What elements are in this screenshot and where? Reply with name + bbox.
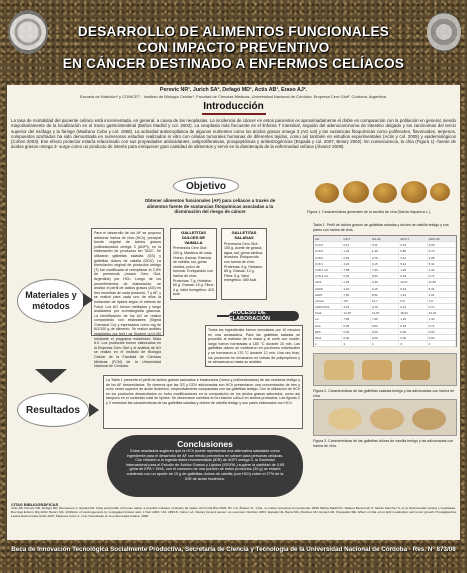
table-cell: 14,97 bbox=[371, 310, 399, 315]
table-cell: 2,05 bbox=[428, 242, 456, 247]
table-cell: 12,7 bbox=[371, 298, 399, 303]
down-arrow-icon bbox=[35, 369, 67, 383]
table-cell: 0,62 bbox=[371, 323, 399, 328]
recipe-saladas-title: GALLETITAS SALADAS bbox=[231, 230, 257, 240]
table-cell: 7,85 bbox=[342, 316, 370, 321]
table-cell: 3,70 bbox=[371, 304, 399, 309]
table-row-label: Total bbox=[314, 310, 342, 315]
affiliations: Escuela de Nutrición¹ y CONICET · Instituto de Biología Celular¹, Facultad de Ciencias Médicas, Universidad Nacional de Córdoba. Empresa Cero Glut². Córdoba. Argentina. bbox=[79, 94, 388, 99]
resultados-oval bbox=[17, 393, 89, 427]
table-cell: 6,70 bbox=[428, 248, 456, 253]
table-cell: 4,20 bbox=[342, 286, 370, 291]
citas-body: Actis AB, Perovic NR, Defagó MD, Beccacece C, Eynard AR. Fatty acid profile of human saliva: a possible indicator of dietary fat intake. Arch Oral Biol 2005; 50: 1-6. Álvarez JL. Chía, un cultivo ancestral con potencial. 2008. Baños Madrid R, Salama Benerroch H, Morán Sánchez S, et al. Enfermedad celíaca y neoplasias. Rev Esp Enferm Dig 2002. Belury MA. Inhibition of carcinogenesis by conjugated linoleic acid. J Nutr 2002; 132: 2995-8. Cohen LA. Dietary fat and cancer: an overview. Nutrition 2003. Espada CE, Berra MA, Martinez MJ, Eynard AR, Pasqualini ME. Effect of chia oil on lipid metabolism and tumor growth. Prostaglandins Leukot Essent Fatty Acids 2007. Madrano Cobo A, et al. Neoplasias en la enfermedad celíaca. 1998. bbox=[11, 506, 456, 518]
recipe-card-saladas bbox=[221, 228, 267, 300]
poster-title-line-1: DESARROLLO DE ALIMENTOS FUNCIONALES bbox=[77, 24, 390, 39]
recipe-vainilla-title: GALLETITAS DULCES DE VAINILLA bbox=[181, 230, 206, 245]
chia-seeds-figure bbox=[307, 177, 454, 209]
table-cell: 7,90 bbox=[371, 316, 399, 321]
table-cell: 1,8 bbox=[428, 298, 456, 303]
table-cell: 1,40 bbox=[371, 248, 399, 253]
table-cell: GS-AF bbox=[371, 236, 399, 241]
table-cell: 8,52 bbox=[371, 292, 399, 297]
conclusiones-heading: Conclusiones bbox=[177, 439, 233, 449]
table-cell: 0,00 bbox=[342, 335, 370, 340]
table-cell: 0,11 bbox=[371, 242, 399, 247]
table-cell: GS-T bbox=[342, 236, 370, 241]
table-cell: 0,05 bbox=[342, 273, 370, 278]
table-cell: 0,79 bbox=[371, 255, 399, 260]
table-cell: 0,00 bbox=[371, 329, 399, 334]
intro-heading: Introducción bbox=[203, 101, 264, 112]
table-cell: 2,30 bbox=[371, 279, 399, 284]
materiales-text-box bbox=[91, 228, 164, 369]
table-cell: 5,44 bbox=[399, 286, 427, 291]
poster-content-panel bbox=[7, 85, 460, 540]
intro-underline bbox=[202, 113, 266, 115]
table-cell: 3 bbox=[428, 341, 456, 346]
table-cell: 0,00 bbox=[342, 329, 370, 334]
table-cell: 1,43 bbox=[399, 292, 427, 297]
objetivo-body: Obtener alimentos funcionales (AF) para celíacos a través de alimentos fuente de sustancias fitoquímicas asociadas a la disminución del riesgo de cáncer bbox=[144, 198, 276, 214]
table-row-label: C18:1 bbox=[314, 261, 342, 266]
table-cell: 2,25 bbox=[342, 279, 370, 284]
recipe-saladas-body: Premezcla Cero Glut: 100 g. Aceite de girasol, agua, sal, goma xántica, levadura. Enriquecido con harina de chía: Proteínas: 6 g. Hidratos: 65 g. Grasas: 12 g. Fibra: 5 g. Valor energético: 380 kcal. bbox=[224, 241, 263, 283]
table-cell: 6,85 bbox=[399, 248, 427, 253]
table-row bbox=[314, 341, 456, 347]
table-row-label: C18:3 ω3 bbox=[314, 273, 342, 278]
table-cell: 1,25 bbox=[399, 267, 427, 272]
table-row-label: AG bbox=[314, 236, 342, 241]
fatty-acid-table bbox=[313, 235, 457, 347]
table-cell: 1,25 bbox=[399, 316, 427, 321]
table-cell: 0,12 bbox=[342, 242, 370, 247]
table-cell: 0,00 bbox=[399, 329, 427, 334]
proceso-text-box bbox=[205, 325, 303, 367]
resultados-arrow-icon bbox=[89, 403, 99, 417]
table-row-label: ω6/ω3 bbox=[314, 298, 342, 303]
table-cell: 5,31 bbox=[428, 261, 456, 266]
conclusiones-body: Estos resultados sugieren que la HCh puede representar una alternativa saludable como ingrediente para el desarrollo de AF con efecto preventivo en cáncer para personas celíacas. Con relación a la ingesta diaria recomendada (IDR) de AGPI omega 3, la Sociedad Internacional para el Estudio de Ácidos Grasos y Lípidos (ISSFAL) sugiere la cantidad de 0,65 g/día de EPA + DHA, con el consumo de una porción de estos productos (30 g) se estaría cubriendo con un aporte de 10 g de galletitas dulces de vainilla (con HCh) cubre el 27% de la IDR de ácido linolénico. bbox=[125, 449, 285, 481]
table-cell: 3 bbox=[342, 341, 370, 346]
table-cell: 18,94 bbox=[399, 310, 427, 315]
table-cell: 0,81 bbox=[342, 255, 370, 260]
table-cell: 0,00 bbox=[428, 329, 456, 334]
table-cell: 3,08 bbox=[428, 255, 456, 260]
table-cell: 3 bbox=[371, 341, 399, 346]
table-cell: 3,51 bbox=[342, 304, 370, 309]
table-cell: 2,01 bbox=[428, 292, 456, 297]
table-cell: 7,90 bbox=[371, 267, 399, 272]
table-cell: 0,05 bbox=[342, 323, 370, 328]
fig3-caption: Figura 3. Características de las galletitas dulces de vainilla testigo y las adicionadas con harina de chía. bbox=[313, 439, 454, 448]
materiales-arrow-icon bbox=[83, 293, 93, 307]
figure2-photo bbox=[313, 353, 457, 386]
authors: Perovic NR¹, Jurich SA², Defagó MD¹, Actis AB¹, Eraso AJ². bbox=[159, 87, 308, 93]
materiales-body: Para el desarrollo de los AF se propuso adicionar harina de chía (HCh), principal fuente vegetal de ácidos grasos poliinsaturados omega 3 (AGPI), en la elaboración de productos sin TACC. Se utilizaron galletitas saladas (GS) y galletitas dulces de vainilla (GDV). La formulación original de productos testigo (T) fue modificada al reemplazar el 2,5% de premezcla (marca Cero Glut, Argentina) por HCh. Luego de los procedimientos de elaboración, se analizó el perfil de ácidos grasos (AG) en tres muestras de cada producto, T y AF, y se realizó para cada uno de ellos la extracción de lípidos según el método de Folch. Los AG fueron metilados y luego analizados por cromatografía gaseosa. La identificación de los AG se realizó comparando con estándares (Sigma Chemical Co) y expresados como mg de AG/100 g de alimento. Se realizó análisis estadístico por test t de Student (p<0,05) mediante el programa estadístico Stata 8.0. Los productos fueron elaborados en la Empresa Cero Glut y el análisis de AG se realizó en el Instituto de Biología Celular de la Facultad de Ciencias Médicas (FCM) de la Universidad Nacional de Córdoba. bbox=[94, 231, 161, 369]
table-cell: 2,10 bbox=[399, 242, 427, 247]
conclusiones-box bbox=[107, 435, 303, 497]
table-row-label: C16:0 bbox=[314, 248, 342, 253]
table-cell: 0,12 bbox=[399, 304, 427, 309]
table-cell: 0,17 bbox=[428, 304, 456, 309]
table-row-label: n bbox=[314, 341, 342, 346]
table-cell: 1,32 bbox=[342, 248, 370, 253]
table-cell: 0,18 bbox=[399, 323, 427, 328]
table1-caption: Tabla 1. Perfil de ácidos grasos de galletitas saladas y dulces de vainilla testigo y sus pares con harina de chía. bbox=[313, 223, 449, 232]
proceso-badge: PROCESO DE ELABORACIÓN bbox=[229, 311, 299, 321]
table-cell: 5,31 bbox=[428, 286, 456, 291]
table-cell: 7,85 bbox=[342, 267, 370, 272]
table-cell: 11,83 bbox=[428, 279, 456, 284]
footer: Beca de Innovación Tecnológica Socialmente Productiva, Secretaría de Ciencia y Tecnología de la Universidad Nacional de Córdoba · Res. N° 873/08 bbox=[11, 546, 456, 553]
table-cell: 4,15 bbox=[371, 261, 399, 266]
table-cell: 1,30 bbox=[428, 267, 456, 272]
objetivo-heading: Objetivo bbox=[173, 177, 239, 195]
table-row-label: AGS bbox=[314, 279, 342, 284]
resultados-label: Resultados bbox=[26, 404, 80, 416]
table-cell: 0,71 bbox=[428, 273, 456, 278]
table-cell: 0,00 bbox=[428, 335, 456, 340]
table-row-label: ALA bbox=[314, 323, 342, 328]
table-cell: 3 bbox=[399, 341, 427, 346]
recipe-card-vainilla bbox=[170, 228, 217, 300]
table-cell: 4,20 bbox=[342, 261, 370, 266]
table-row-label: C18:2 ω6 bbox=[314, 267, 342, 272]
table-cell: GDV-T bbox=[399, 236, 427, 241]
table-row-label: LA bbox=[314, 316, 342, 321]
table-row-label: AGMI bbox=[314, 286, 342, 291]
materiales-oval bbox=[17, 279, 85, 323]
poster-title-line-3: EN CÁNCER DESTINADO A ENFERMOS CELÍACOS bbox=[62, 56, 405, 71]
table-cell: 157 bbox=[342, 298, 370, 303]
table-row-label: C14:0 bbox=[314, 242, 342, 247]
proceso-body: Todos los ingredientes fueron mezclados por 10 minutos en una amasadora. Para las galletitas saladas se procedió al estirado de la masa y al corte con molde; luego fueron horneadas a 180 °C durante 15 min. Las galletitas dulces se moldearon en porciones individuales y se hornearon a 170 °C durante 12 min. Una vez frías, los productos se envasaron en bolsas de polipropileno y se almacenaron hasta su análisis. bbox=[208, 328, 300, 365]
recipe-vainilla-body: Premezcla Cero Glut: 100 g. Manteca de vaca, Huevo, Azúcar, Esencia de vainilla, sal, goma xántica, polvo de hornear. Enriquecido con harina de chía: Proteínas: 7 g. Hidratos: 60 g. Grasas: 15 g. Fibra: 4 g. Valor energético: 415 kcal. bbox=[173, 246, 214, 297]
table-cell: 0,00 bbox=[399, 335, 427, 340]
table-row-label: C18:0 bbox=[314, 255, 342, 260]
fig2-caption: Figura 2. Características de las galletitas saladas testigo y las adicionadas con harina de chía. bbox=[313, 389, 455, 398]
resultados-body: La Tabla 1 presenta el perfil de ácidos grasos saturados e insaturados (mono y poliinsaturados) de las muestras testigo y de los AF desarrollados. Se observa que las GS y GDV adicionadas con HCh presentaron una concentración de tres y ocho veces superior de ácido linolénico, respectivamente comparadas con las galletitas testigo. Con la utilización de HCh en los productos desarrollados no hubo modificaciones en la composición de los ácidos grasos saturados, como así tampoco en el contenido total de lípidos. Se observaron cambios en la relación ω6/ω3 en ambos productos. Las figuras 2 y 3 muestran las características de las galletitas saladas y dulces de vainilla testigo y sus pares elaborados con HCh. bbox=[106, 378, 300, 405]
resultados-text-box bbox=[103, 375, 303, 429]
table-cell: 12,07 bbox=[399, 279, 427, 284]
figure3-photo bbox=[313, 399, 457, 436]
table-cell: 0,00 bbox=[371, 335, 399, 340]
table-row-label: AGPI/AGS bbox=[314, 304, 342, 309]
table-row-label: DHA bbox=[314, 335, 342, 340]
table-cell: 1,30 bbox=[428, 316, 456, 321]
table-cell: 5,44 bbox=[399, 261, 427, 266]
table-row-label: AGPI bbox=[314, 292, 342, 297]
table-cell: 19,15 bbox=[428, 310, 456, 315]
intro-body: La tasa de mortalidad del paciente celíaco está incrementada, en general, a causa de las neoplasias. La incidencia de cáncer en estos pacientes es aproximadamente el doble en comparación con la población en general, siendo mayoritariamente de la localización en el tracto gastrointestinal (Baños Madrid y col. 2002). La neoplasia más frecuente es el linfoma T intestinal, seguido del adenocarcinoma de intestino delgado y los carcinomas del tercio superior del esófago y la faringe (Madrano Cobo y col. 1998). La actividad antineoplásica de algunos nutrientes como los ácidos grasos omega 3 (AG ω3) y las sustancias fitoquímicas como polifenoles, flavonoides, terpenos, compuestos azufrados ha sido demostrada en numerosos estudios realizados in vitro con células tumorales humanas de diferentes tejidos, como así también en estudios experimentales (Actis y col. 2005) y epidemiológicos (Cohen 2003). Ese efecto protector estaría relacionado con sus propiedades antioxidantes, antiproliferativas, proapoptóticas y antiestrogénicas (Espada y col. 2007, Belury 2002). En consecuencia, la chía (Figura 1) -fuente de ácidos grasos omega 3- surge como un producto de interés para enriquecer gran cantidad de alimentos y servir en la dietoterapia de la enfermedad celíaca (Álvarez 2008). bbox=[11, 118, 456, 150]
table-cell: 0,71 bbox=[428, 323, 456, 328]
materiales-label: Materiales y métodos bbox=[25, 290, 77, 311]
table-cell: 3,12 bbox=[399, 255, 427, 260]
fig1-caption: Figura 1. Características generales de la semilla de chía (Salvia hispanica L.). bbox=[307, 210, 432, 214]
table-cell: 0,62 bbox=[371, 273, 399, 278]
table-cell: 0,18 bbox=[399, 273, 427, 278]
proceso-connector bbox=[217, 315, 229, 317]
table-cell: 4,15 bbox=[371, 286, 399, 291]
table-cell: 6,9 bbox=[399, 298, 427, 303]
citas-heading: CITAS BIBLIOGRÁFICAS bbox=[11, 502, 59, 507]
table-row-label: EPA bbox=[314, 329, 342, 334]
table-cell: 14,35 bbox=[342, 310, 370, 315]
table-cell: GDV-AF bbox=[428, 236, 456, 241]
table-cell: 7,90 bbox=[342, 292, 370, 297]
poster-title-line-2: CON IMPACTO PREVENTIVO bbox=[137, 40, 330, 55]
